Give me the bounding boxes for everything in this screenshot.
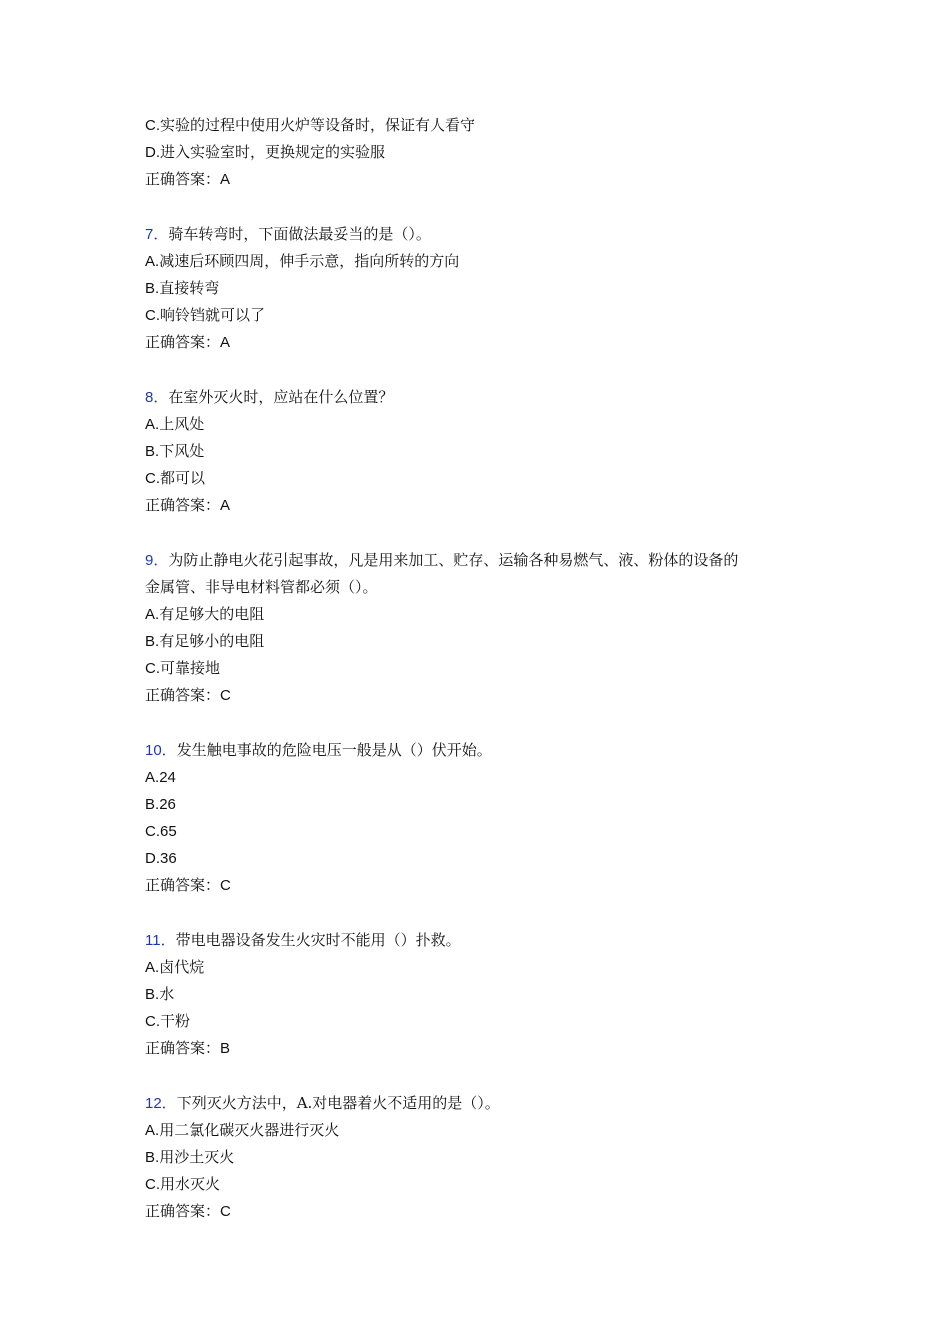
question-number: 8． [145, 389, 169, 406]
question-list [145, 112, 825, 1225]
option-a: A.卤代烷 [145, 958, 205, 976]
answer-value: B [220, 1040, 231, 1057]
option-b: B.水 [145, 985, 175, 1003]
question-10 [145, 737, 825, 899]
answer-line: 正确答案：C [145, 686, 231, 704]
option-c: C.实验的过程中使用火炉等设备时，保证有人看守 [145, 116, 476, 134]
option-c: C.可靠接地 [145, 659, 221, 677]
answer-line: 正确答案：C [145, 1202, 231, 1220]
question-number: 7． [145, 226, 169, 243]
question-12 [145, 1090, 825, 1225]
option-d: D.进入实验室时，更换规定的实验服 [145, 143, 386, 161]
question-stem: 9．为防止静电火花引起事故，凡是用来加工、贮存、运输各种易燃气、液、粉体的设备的 [145, 551, 739, 569]
option-b: B.有足够小的电阻 [145, 632, 265, 650]
option-a: A.用二氯化碳灭火器进行灭火 [145, 1121, 340, 1139]
option-c: C.都可以 [145, 469, 206, 487]
question-stem: 11．带电电器设备发生火灾时不能用（）扑救。 [145, 931, 461, 949]
question-7 [145, 221, 825, 356]
question-number: 10． [145, 742, 177, 759]
answer-line: 正确答案：A [145, 170, 231, 188]
option-b: B.26 [145, 796, 176, 813]
option-d: D.36 [145, 850, 177, 867]
answer-line: 正确答案：A [145, 496, 231, 514]
option-a: A.24 [145, 769, 176, 786]
option-c: C.用水灭火 [145, 1175, 221, 1193]
question-number: 9． [145, 552, 169, 569]
question-number: 11． [145, 932, 176, 949]
question-8 [145, 384, 825, 519]
answer-value: C [220, 1203, 231, 1220]
question-stem: 12．下列灭火方法中，A.对电器着火不适用的是（）。 [145, 1094, 500, 1112]
option-c: C.干粉 [145, 1012, 191, 1030]
answer-line: 正确答案：B [145, 1039, 231, 1057]
answer-value: C [220, 877, 231, 894]
answer-value: C [220, 687, 231, 704]
question-stem: 7．骑车转弯时，下面做法最妥当的是（）。 [145, 225, 431, 243]
question-9 [145, 547, 825, 709]
option-a: A.减速后环顾四周，伸手示意，指向所转的方向 [145, 252, 460, 270]
question-number: 12． [145, 1095, 177, 1112]
option-c: C.响铃铛就可以了 [145, 306, 266, 324]
answer-value: A [220, 334, 231, 351]
question-11 [145, 927, 825, 1062]
option-b: B.用沙土灭火 [145, 1148, 235, 1166]
option-c: C.65 [145, 823, 177, 840]
answer-value: A [220, 171, 231, 188]
question-stem: 10．发生触电事故的危险电压一般是从（）伏开始。 [145, 741, 492, 759]
answer-line: 正确答案：C [145, 876, 231, 894]
answer-line: 正确答案：A [145, 333, 231, 351]
answer-value: A [220, 497, 231, 514]
question-stem-continued: 金属管、非导电材料管都必须（）。 [145, 578, 378, 596]
question-stem: 8．在室外灭火时，应站在什么位置？ [145, 388, 394, 406]
option-b: B.下风处 [145, 442, 205, 460]
option-a: A.有足够大的电阻 [145, 605, 265, 623]
question-fragment [145, 112, 825, 193]
option-b: B.直接转弯 [145, 279, 220, 297]
option-a: A.上风处 [145, 415, 205, 433]
